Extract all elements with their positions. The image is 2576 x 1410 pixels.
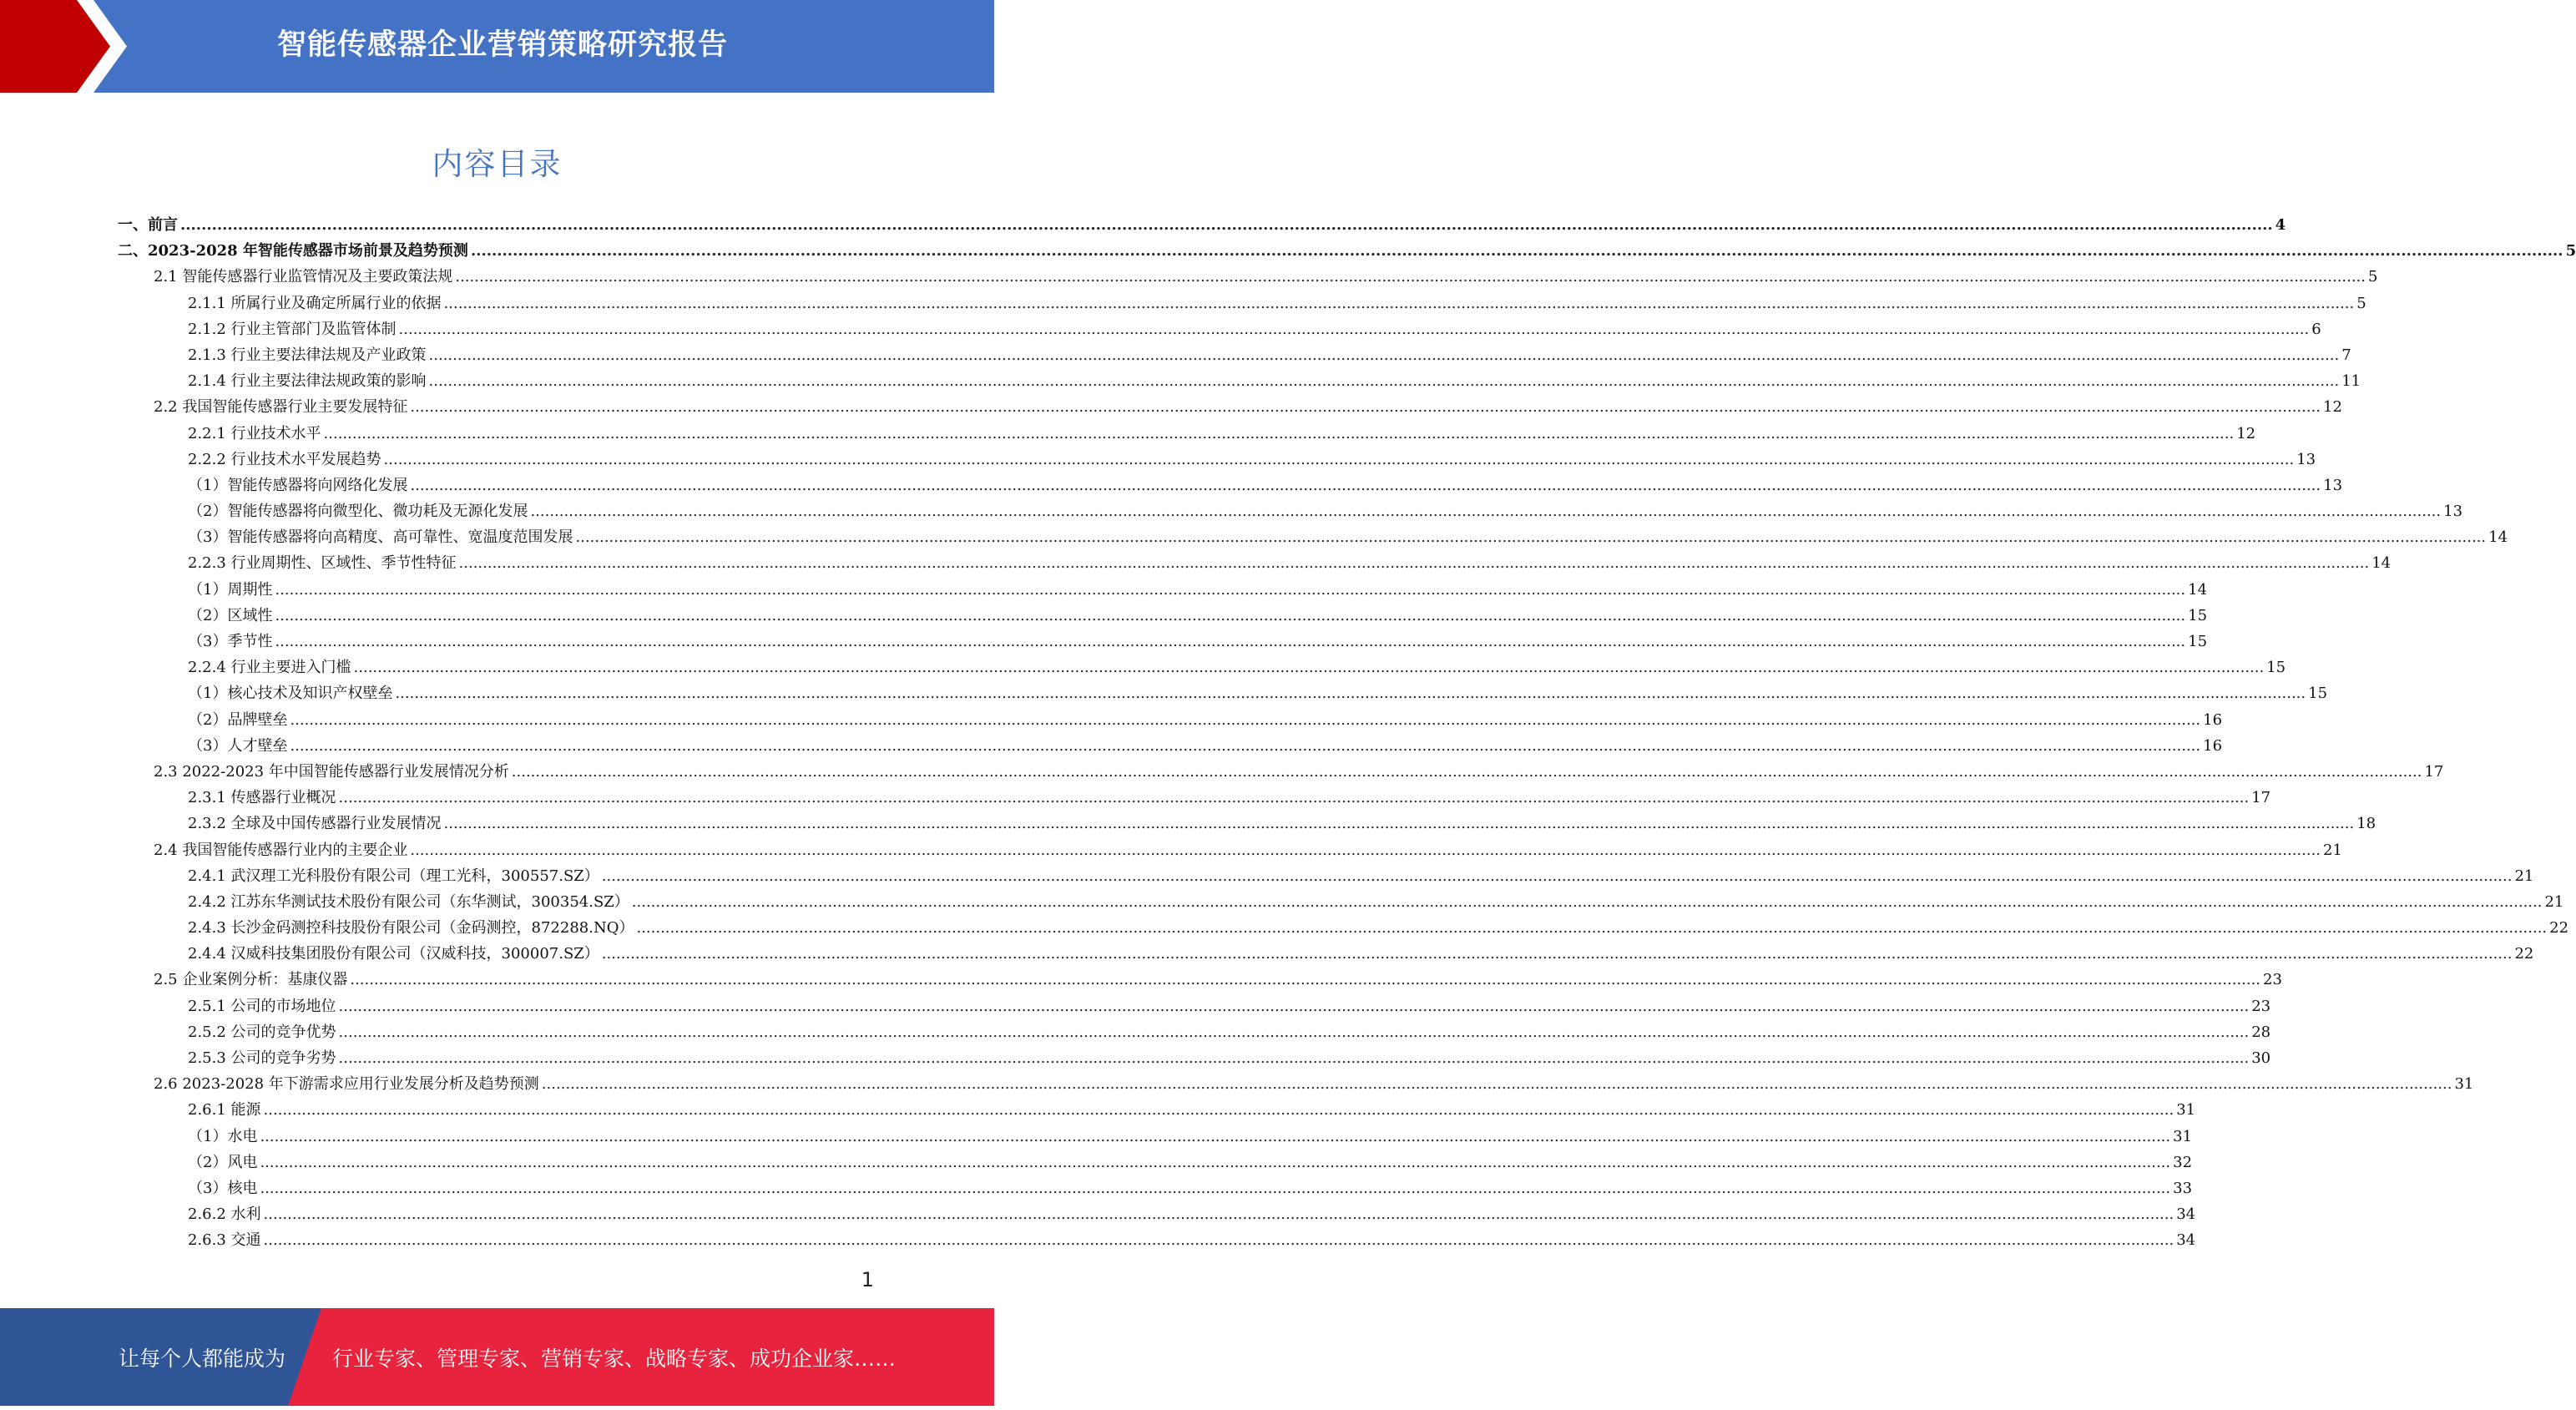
toc-entry-page: 31	[2454, 1075, 2474, 1094]
toc-entry-title: 2.2.4 行业主要进入门槛	[188, 659, 351, 677]
toc-entry-title: （1）水电	[188, 1127, 258, 1145]
toc-dot-leader: ................................................................................................................................................................................................................................................................................................................................................................................................................	[338, 997, 2250, 1015]
toc-entry[interactable]	[0, 603, 2208, 629]
toc-dot-leader: ................................................................................................................................................................................................................................................................................................................................................................................................................	[338, 789, 2250, 807]
toc-dot-leader: ................................................................................................................................................................................................................................................................................................................................................................................................................	[263, 1205, 2174, 1224]
toc-dot-leader: ................................................................................................................................................................................................................................................................................................................................................................................................................	[470, 242, 2563, 260]
toc-entry-page: 14	[2371, 554, 2392, 573]
toc-entry[interactable]	[0, 733, 2223, 759]
toc-dot-leader: ................................................................................................................................................................................................................................................................................................................................................................................................................	[455, 268, 2366, 286]
toc-entry[interactable]	[0, 889, 2564, 915]
toc-entry-page: 21	[2514, 867, 2534, 885]
toc-dot-leader: ................................................................................................................................................................................................................................................................................................................................................................................................................	[636, 919, 2548, 937]
toc-dot-leader: ................................................................................................................................................................................................................................................................................................................................................................................................................	[410, 476, 2321, 494]
toc-dot-leader: ................................................................................................................................................................................................................................................................................................................................................................................................................	[511, 762, 2422, 781]
toc-entry-page: 14	[2488, 528, 2508, 547]
toc-entry[interactable]	[0, 1019, 2271, 1045]
toc-entry-page: 12	[2323, 398, 2342, 417]
toc-dot-leader: ................................................................................................................................................................................................................................................................................................................................................................................................................	[338, 1023, 2250, 1041]
toc-entry-title: 2.4 我国智能传感器行业内的主要企业	[154, 841, 408, 859]
toc-dot-leader: ................................................................................................................................................................................................................................................................................................................................................................................................................	[263, 1231, 2174, 1250]
toc-entry-page: 28	[2251, 1023, 2271, 1041]
toc-entry-title: 2.4.4 汉威科技集团股份有限公司（汉威科技，300007.SZ）	[188, 945, 599, 963]
toc-entry-title: （2）智能传感器将向微型化、微功耗及无源化发展	[188, 503, 528, 521]
toc-entry-page: 12	[2236, 424, 2256, 442]
toc-dot-leader: ................................................................................................................................................................................................................................................................................................................................................................................................................	[323, 424, 2235, 442]
toc-entry-page: 16	[2203, 710, 2223, 729]
toc-dot-leader: ................................................................................................................................................................................................................................................................................................................................................................................................................	[290, 710, 2201, 729]
footer-slogan-left: 让每个人都能成为	[119, 1347, 286, 1371]
toc-entry[interactable]	[0, 1150, 2193, 1175]
toc-dot-leader: ................................................................................................................................................................................................................................................................................................................................................................................................................	[601, 867, 2513, 885]
toc-entry-title: （2）区域性	[188, 606, 273, 624]
toc-entry[interactable]	[0, 368, 2361, 394]
toc-dot-leader: ................................................................................................................................................................................................................................................................................................................................................................................................................	[398, 320, 2310, 338]
toc-entry[interactable]	[0, 421, 2256, 447]
toc-entry[interactable]	[0, 498, 2463, 524]
toc-dot-leader: ................................................................................................................................................................................................................................................................................................................................................................................................................	[290, 736, 2201, 755]
toc-dot-leader: ................................................................................................................................................................................................................................................................................................................................................................................................................	[443, 294, 2355, 312]
toc-dot-leader: ................................................................................................................................................................................................................................................................................................................................................................................................................	[338, 1049, 2250, 1067]
toc-entry-page: 13	[2323, 476, 2343, 494]
toc-entry[interactable]	[0, 316, 2321, 342]
toc-entry-page: 4	[2275, 216, 2286, 234]
toc-entry[interactable]	[0, 291, 2366, 316]
toc-entry-page: 5	[2356, 294, 2366, 312]
toc-entry-title: 2.6.3 交通	[188, 1231, 261, 1250]
toc-entry[interactable]	[0, 915, 2569, 941]
toc-entry-title: 2.5 企业案例分析：基康仪器	[154, 971, 348, 989]
toc-entry[interactable]	[0, 577, 2208, 603]
toc-entry-page: 6	[2311, 320, 2321, 338]
toc-entry-page: 17	[2251, 789, 2271, 807]
toc-entry-title: （3）智能传感器将向高精度、高可靠性、宽温度范围发展	[188, 528, 573, 547]
toc-dot-leader: ................................................................................................................................................................................................................................................................................................................................................................................................................	[275, 633, 2186, 650]
page-number: 1	[861, 1268, 874, 1291]
footer-slogan-right: 行业专家、管理专家、营销专家、战略专家、成功企业家……	[332, 1347, 897, 1371]
toc-entry[interactable]	[0, 212, 2286, 238]
toc-dot-leader: ................................................................................................................................................................................................................................................................................................................................................................................................................	[530, 503, 2442, 521]
toc-entry-page: 30	[2251, 1049, 2271, 1067]
toc-entry-title: （3）人才壁垒	[188, 736, 288, 755]
toc-entry-page: 31	[2173, 1127, 2193, 1145]
toc-entry[interactable]	[0, 811, 2376, 836]
toc-entry-title: 2.2.3 行业周期性、区域性、季节性特征	[188, 554, 457, 573]
toc-entry-title: （1）周期性	[188, 580, 273, 599]
toc-entry[interactable]	[0, 680, 2328, 706]
toc-entry-page: 32	[2173, 1153, 2193, 1171]
report-title: 智能传感器企业营销策略研究报告	[277, 28, 729, 62]
toc-entry[interactable]	[0, 785, 2271, 811]
toc-heading: 内容目录	[432, 146, 563, 182]
toc-entry-page: 5	[2565, 242, 2576, 260]
toc-entry[interactable]	[0, 837, 2342, 863]
toc-entry-page: 15	[2266, 659, 2286, 677]
toc-entry-page: 7	[2341, 346, 2351, 364]
toc-entry[interactable]	[0, 264, 2378, 290]
toc-entry-page: 22	[2549, 919, 2569, 937]
toc-entry-page: 34	[2176, 1231, 2196, 1250]
toc-entry-title: （3）核电	[188, 1179, 258, 1197]
toc-entry[interactable]	[0, 941, 2534, 967]
toc-dot-leader: ................................................................................................................................................................................................................................................................................................................................................................................................................	[260, 1127, 2171, 1145]
toc-entry-page: 17	[2424, 762, 2444, 781]
toc-entry[interactable]	[0, 394, 2342, 420]
toc-dot-leader: ................................................................................................................................................................................................................................................................................................................................................................................................................	[428, 346, 2340, 364]
toc-dot-leader: ................................................................................................................................................................................................................................................................................................................................................................................................................	[410, 841, 2321, 859]
toc-entry-page: 33	[2173, 1179, 2193, 1197]
toc-entry-title: 二、2023-2028 年智能传感器市场前景及趋势预测	[118, 242, 468, 260]
toc-dot-leader: ................................................................................................................................................................................................................................................................................................................................................................................................................	[353, 659, 2265, 677]
toc-dot-leader: ................................................................................................................................................................................................................................................................................................................................................................................................................	[383, 450, 2295, 468]
footer-banner	[0, 1308, 994, 1406]
toc-entry-page: 23	[2251, 997, 2271, 1015]
toc-dot-leader: ................................................................................................................................................................................................................................................................................................................................................................................................................	[350, 971, 2261, 989]
chevron-arrow-icon	[0, 0, 250, 93]
toc-entry-title: 一、前言	[118, 216, 178, 234]
toc-dot-leader: ................................................................................................................................................................................................................................................................................................................................................................................................................	[458, 554, 2370, 573]
toc-dot-leader: ................................................................................................................................................................................................................................................................................................................................................................................................................	[260, 1153, 2171, 1171]
toc-dot-leader: ................................................................................................................................................................................................................................................................................................................................................................................................................	[395, 685, 2306, 703]
toc-entry-title: 2.2.2 行业技术水平发展趋势	[188, 450, 381, 468]
toc-entry-title: 2.5.2 公司的竞争优势	[188, 1023, 336, 1041]
toc-entry[interactable]	[0, 1045, 2271, 1071]
toc-entry-title: 2.1.2 行业主管部门及监管体制	[188, 320, 397, 338]
toc-entry-title: 2.1.3 行业主要法律法规及产业政策	[188, 346, 427, 364]
toc-dot-leader: ................................................................................................................................................................................................................................................................................................................................................................................................................	[541, 1075, 2452, 1094]
toc-dot-leader: ................................................................................................................................................................................................................................................................................................................................................................................................................	[575, 528, 2487, 547]
toc-entry[interactable]	[0, 447, 2316, 473]
toc-entry-page: 13	[2443, 503, 2463, 521]
toc-entry-page: 18	[2356, 815, 2376, 833]
toc-dot-leader: ................................................................................................................................................................................................................................................................................................................................................................................................................	[410, 398, 2321, 417]
toc-entry[interactable]	[0, 524, 2508, 550]
toc-entry-title: 2.6.2 水利	[188, 1205, 261, 1224]
toc-entry[interactable]	[0, 654, 2286, 680]
toc-entry-title: 2.4.1 武汉理工光科股份有限公司（理工光科，300557.SZ）	[188, 867, 599, 885]
toc-entry-title: （1）核心技术及知识产权壁垒	[188, 685, 393, 703]
toc-entry-page: 13	[2296, 450, 2316, 468]
toc-dot-leader: ................................................................................................................................................................................................................................................................................................................................................................................................................	[275, 580, 2186, 599]
toc-entry-page: 15	[2188, 633, 2208, 650]
toc-entry[interactable]	[0, 1201, 2196, 1227]
toc-entry-title: 2.2 我国智能传感器行业主要发展特征	[154, 398, 408, 417]
toc-entry-page: 15	[2188, 606, 2208, 624]
toc-dot-leader: ................................................................................................................................................................................................................................................................................................................................................................................................................	[428, 372, 2340, 391]
toc-entry-title: 2.1.1 所属行业及确定所属行业的依据	[188, 294, 442, 312]
toc-entry-title: 2.1 智能传感器行业监管情况及主要政策法规	[154, 268, 453, 286]
toc-entry-page: 11	[2341, 372, 2361, 391]
toc-entry-page: 15	[2308, 685, 2328, 703]
toc-entry-page: 5	[2368, 268, 2378, 286]
toc-entry-title: 2.6.1 能源	[188, 1101, 261, 1119]
toc-entry-title: 2.6 2023-2028 年下游需求应用行业发展分析及趋势预测	[154, 1075, 539, 1094]
toc-entry-title: 2.4.3 长沙金码测控科技股份有限公司（金码测控，872288.NQ）	[188, 919, 634, 937]
toc-entry[interactable]	[0, 967, 2282, 993]
toc-dot-leader: ................................................................................................................................................................................................................................................................................................................................................................................................................	[180, 216, 2273, 234]
toc-entry[interactable]	[0, 1071, 2474, 1097]
toc-entry-title: （2）品牌壁垒	[188, 710, 288, 729]
toc-entry-title: 2.5.3 公司的竞争劣势	[188, 1049, 336, 1067]
toc-entry-title: 2.3.2 全球及中国传感器行业发展情况	[188, 815, 442, 833]
header-banner	[0, 0, 994, 93]
toc-entry[interactable]	[0, 1097, 2196, 1123]
toc-dot-leader: ................................................................................................................................................................................................................................................................................................................................................................................................................	[275, 606, 2186, 624]
toc-entry[interactable]	[0, 550, 2392, 576]
toc-entry-page: 21	[2544, 892, 2564, 911]
toc-entry[interactable]	[0, 1124, 2193, 1150]
toc-entry-page: 22	[2514, 945, 2534, 963]
table-of-contents	[0, 212, 2576, 1254]
toc-entry-title: 2.2.1 行业技术水平	[188, 424, 321, 442]
toc-dot-leader: ................................................................................................................................................................................................................................................................................................................................................................................................................	[263, 1101, 2174, 1119]
toc-entry[interactable]	[0, 629, 2208, 654]
toc-entry-title: 2.4.2 江苏东华测试技术股份有限公司（东华测试，300354.SZ）	[188, 892, 629, 911]
toc-entry[interactable]	[0, 342, 2351, 368]
toc-dot-leader: ................................................................................................................................................................................................................................................................................................................................................................................................................	[260, 1179, 2171, 1197]
toc-entry-page: 34	[2176, 1205, 2196, 1224]
toc-entry-title: 2.1.4 行业主要法律法规政策的影响	[188, 372, 427, 391]
toc-entry-page: 31	[2176, 1101, 2196, 1119]
toc-dot-leader: ................................................................................................................................................................................................................................................................................................................................................................................................................	[631, 892, 2543, 911]
toc-dot-leader: ................................................................................................................................................................................................................................................................................................................................................................................................................	[443, 815, 2355, 833]
toc-entry-title: （3）季节性	[188, 633, 273, 650]
toc-entry-page: 23	[2263, 971, 2282, 989]
toc-entry[interactable]	[0, 707, 2223, 733]
toc-entry-title: 2.3 2022-2023 年中国智能传感器行业发展情况分析	[154, 762, 509, 781]
toc-entry[interactable]	[0, 863, 2534, 889]
toc-entry-page: 21	[2323, 841, 2342, 859]
toc-entry-page: 14	[2188, 580, 2208, 599]
toc-entry[interactable]	[0, 993, 2271, 1019]
toc-entry[interactable]	[0, 238, 2576, 264]
toc-entry-page: 16	[2203, 736, 2223, 755]
toc-entry-title: 2.5.1 公司的市场地位	[188, 997, 336, 1015]
toc-entry-title: 2.3.1 传感器行业概况	[188, 789, 336, 807]
toc-entry[interactable]	[0, 1227, 2196, 1253]
toc-entry[interactable]	[0, 1175, 2193, 1201]
toc-dot-leader: ................................................................................................................................................................................................................................................................................................................................................................................................................	[601, 945, 2513, 963]
toc-entry[interactable]	[0, 759, 2444, 785]
toc-entry-title: （1）智能传感器将向网络化发展	[188, 476, 408, 494]
toc-entry-title: （2）风电	[188, 1153, 258, 1171]
toc-entry[interactable]	[0, 473, 2343, 498]
